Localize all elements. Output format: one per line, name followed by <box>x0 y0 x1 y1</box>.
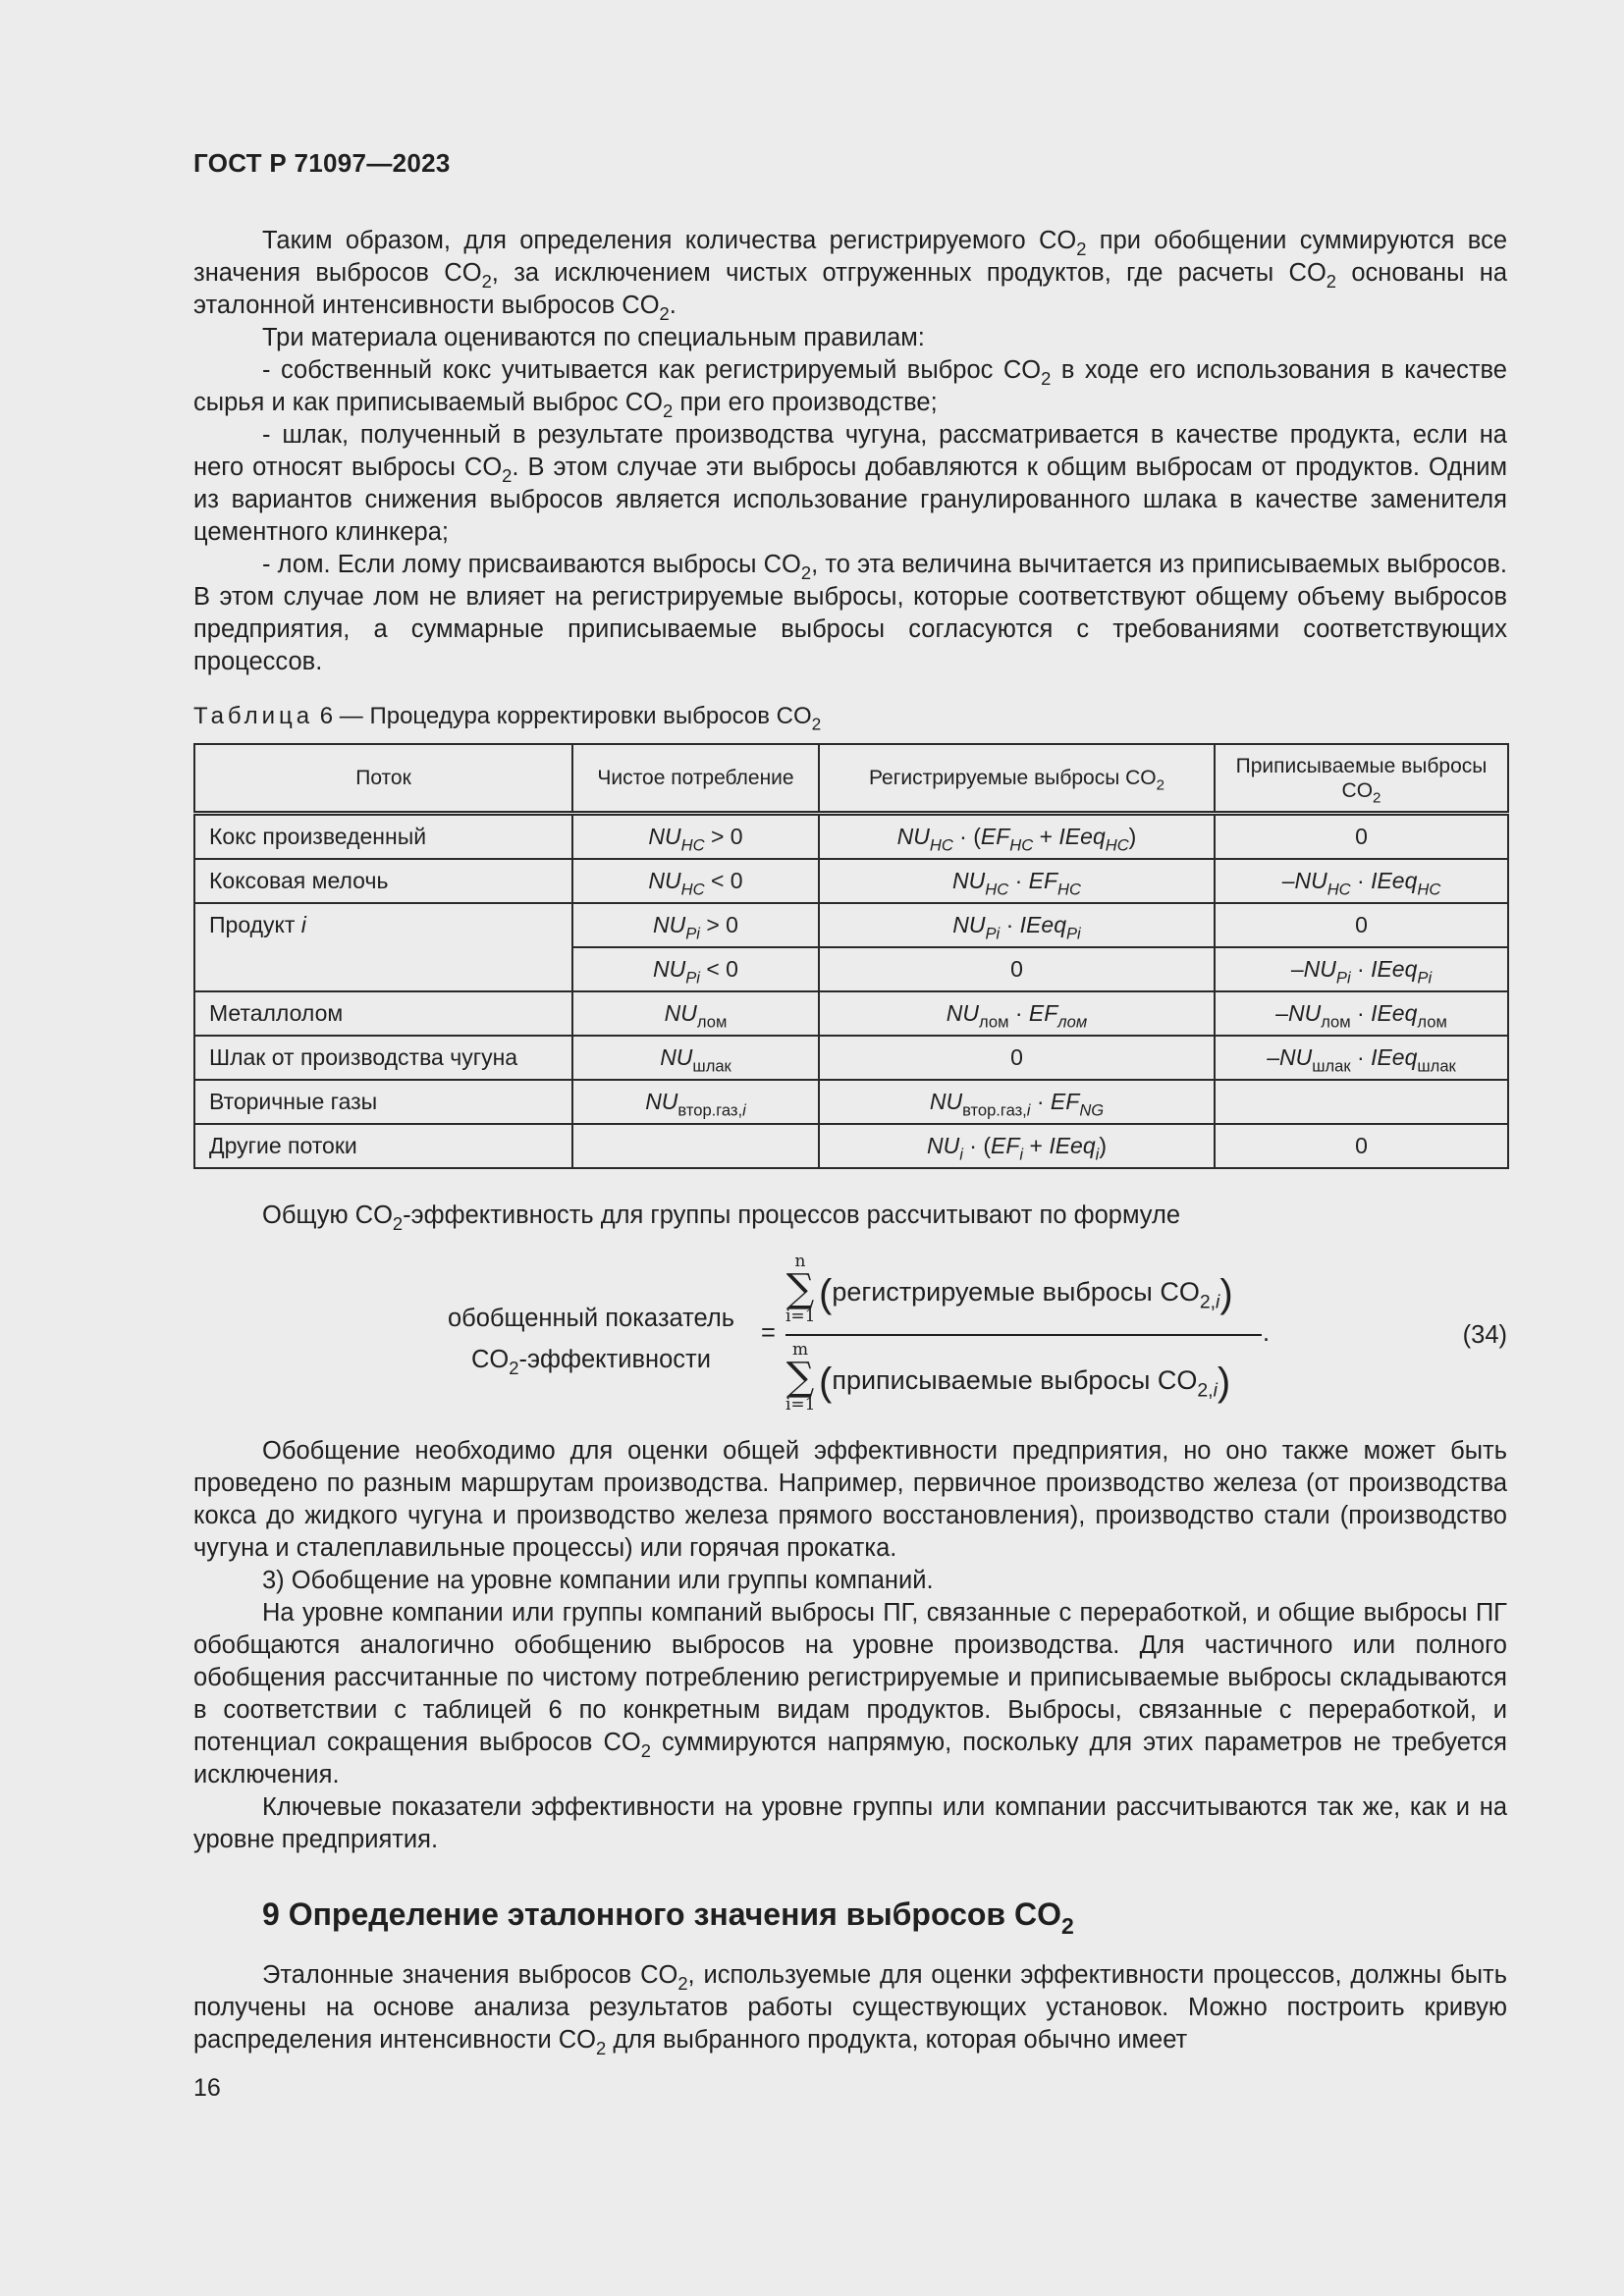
table-row <box>194 1036 1508 1080</box>
table-row <box>194 991 1508 1036</box>
table-row <box>194 1124 1508 1168</box>
table-row <box>194 814 1508 860</box>
list-item: - шлак, полученный в результате производства чугуна, рассматривается в качестве продукта, если на него относят выбросы $CO_2$. В этом случае эти выбросы добавляются к общим выбросам от продуктов. Одним из вариантов снижения выбросов является использование гранулированного шлака в качестве заменителя цементного клинкера; <box>193 421 1507 546</box>
table-cell: $NU_{HC} \cdot EF_{HC}$ <box>819 859 1215 903</box>
table-cell <box>1215 1080 1508 1124</box>
table-cell: $NU_{втор.газ,i} \cdot EF_{NG}$ <box>819 1080 1215 1124</box>
paragraph: Три материала оцениваются по специальным правилам: <box>262 324 925 351</box>
table-row <box>194 903 1508 947</box>
table-cell: $-NU_{HC}$ · IEeq$_{HC}$ <box>1215 859 1508 903</box>
table-cell: $NU_{лом}$ <box>572 991 819 1036</box>
table-cell: 0 <box>1215 903 1508 947</box>
sum-icon: n ∑ i=1 <box>785 1252 816 1326</box>
table-cell: $NU_{HC} \cdot (EF_{HC}$ + IEeq$_{HC}$) <box>819 814 1215 860</box>
sum-icon: m ∑ i=1 <box>785 1340 816 1415</box>
table-6 <box>193 743 1509 1169</box>
table-cell: Кокс произведенный <box>194 814 572 860</box>
column-header: Регистрируемые выбросы $CO_2$ <box>819 744 1215 814</box>
table-cell: 0 <box>1215 814 1508 860</box>
formula-34: обобщенный показатель $CO_2$-эффективности = n ∑ i=1 (регистрируемые выбросы $CO_{2,i}$) m ∑ i=1 (приписываемые выбросы $CO_{2,i}$) . (34) <box>0 1247 1624 1433</box>
list-item: - собственный кокс учитывается как регистрируемый выброс $CO_2$ в ходе его использования в качестве сырья и как приписываемый выброс $CO_2$ при его производстве; <box>193 356 1507 421</box>
table-cell: 0 <box>819 947 1215 991</box>
formula-lhs: обобщенный показатель $CO_2$-эффективности <box>447 1305 735 1378</box>
table-cell: $NU_{HC} > 0$ <box>572 814 819 860</box>
table-cell: Коксовая мелочь <box>194 859 572 903</box>
paragraph: Таким образом, для определения количества регистрируемого $CO_2$ при обобщении суммируются все значения выбросов $CO_2$, за исключением чистых отгруженных продуктов, где расчеты $CO_2$ основаны на эталонной интенсивности выбросов $CO_2$. <box>193 227 1508 324</box>
table-cell: Вторичные газы <box>194 1080 572 1124</box>
paragraph: 3) Обобщение на уровне компании или группы компаний. <box>262 1567 934 1594</box>
formula-number: (34) <box>1462 1321 1507 1349</box>
paragraph: Эталонные значения выбросов $CO_2$, используемые для оценки эффективности процессов, должны быть получены на основе анализа результатов работы существующих установок. Можно построить кривую распределения интенсивности $CO_2$ для выбранного продукта, которая обычно имеет <box>193 1961 1507 2058</box>
document-header: ГОСТ Р 71097—2023 <box>193 148 451 178</box>
section-heading: 9 Определение эталонного значения выбросов $CO_2$ <box>262 1896 1074 1939</box>
formula-numerator: (регистрируемые выбросы $CO_{2,i}$) <box>819 1272 1233 1315</box>
paragraph: На уровне компании или группы компаний выбросы ПГ, связанные с переработкой, и общие выбросы ПГ обобщаются аналогично обобщению выбросов на уровне производства. Для частичного или полного обобщения рассчитанные по чистому потреблению регистрируемые и приписываемые выбросы складываются в соответствии с таблицей 6 по конкретным видам продуктов. Выбросы, связанные с переработкой, и потенциал сокращения выбросов $CO_2$ суммируются напрямую, поскольку для этих параметров не требуется исключения. <box>193 1599 1507 1789</box>
table-cell: $NU_{HC} < 0$ <box>572 859 819 903</box>
column-header: Приписываемые выбросы $CO_2$ <box>1215 744 1508 814</box>
table-caption: Таблица 6 — Процедура корректировки выбросов $CO_2$ <box>193 703 822 734</box>
table-cell: $NU_{втор.газ,i}$ <box>572 1080 819 1124</box>
table-cell: $NU_i \cdot (EF_i$ + IEeq$_i$) <box>819 1124 1215 1168</box>
formula-denominator: (приписываемые выбросы $CO_{2,i}$) <box>819 1361 1231 1404</box>
table-header-row <box>194 744 1508 814</box>
table-cell: $NU_{лом} \cdot EF_{лом}$ <box>819 991 1215 1036</box>
table-row <box>194 1080 1508 1124</box>
table-cell: $NU_{шлак}$ <box>572 1036 819 1080</box>
page-number: 16 <box>193 2074 221 2102</box>
table-row <box>194 859 1508 903</box>
after-formula-text <box>193 1435 1507 1856</box>
table-cell: $NU_{Pi}$ · IEeq$_{Pi}$ <box>819 903 1215 947</box>
table-cell: Металлолом <box>194 991 572 1036</box>
table-cell: $NU_{Pi} > 0$ <box>572 903 819 947</box>
fraction-bar <box>785 1334 1262 1336</box>
section-9-text <box>193 1959 1507 2056</box>
column-header: Чистое потребление <box>572 744 819 814</box>
paragraph: Обобщение необходимо для оценки общей эффективности предприятия, но оно также может быть проведено по разным маршрутам производства. Например, первичное производство железа (от производства кокса до жидкого чугуна и производство железа прямого восстановления), производство стали (производство чугуна и сталеплавильные процессы) или горячая прокатка. <box>193 1437 1507 1562</box>
table-cell: Шлак от производства чугуна <box>194 1036 572 1080</box>
paragraph: Ключевые показатели эффективности на уровне группы или компании рассчитываются так же, как и на уровне предприятия. <box>193 1793 1507 1853</box>
table-cell: 0 <box>819 1036 1215 1080</box>
table-cell: Продукт i <box>194 903 572 991</box>
table-cell: Другие потоки <box>194 1124 572 1168</box>
list-item: - лом. Если лому присваиваются выбросы $CO_2$, то эта величина вычитается из приписываемых выбросов. В этом случае лом не влияет на регистрируемые выбросы, которые соответствуют общему объему выбросов предприятия, а суммарные приписываемые выбросы согласуются с требованиями соответствующих процессов. <box>193 551 1507 675</box>
table-cell <box>572 1124 819 1168</box>
table-cell: 0 <box>1215 1124 1508 1168</box>
column-header: Поток <box>194 744 572 814</box>
equals-sign: = <box>761 1319 776 1347</box>
table-cell: $-NU_{Pi}$ · IEeq$_{Pi}$ <box>1215 947 1508 991</box>
table-cell: $-NU_{шлак}$ · IEeq$_{шлак}$ <box>1215 1036 1508 1080</box>
formula-intro: Общую $CO_2$-эффективность для группы процессов рассчитывают по формуле <box>262 1201 1181 1234</box>
table-cell: $-NU_{лом}$ · IEeq$_{лом}$ <box>1215 991 1508 1036</box>
table-cell: $NU_{Pi} < 0$ <box>572 947 819 991</box>
intro-text <box>193 225 1507 678</box>
